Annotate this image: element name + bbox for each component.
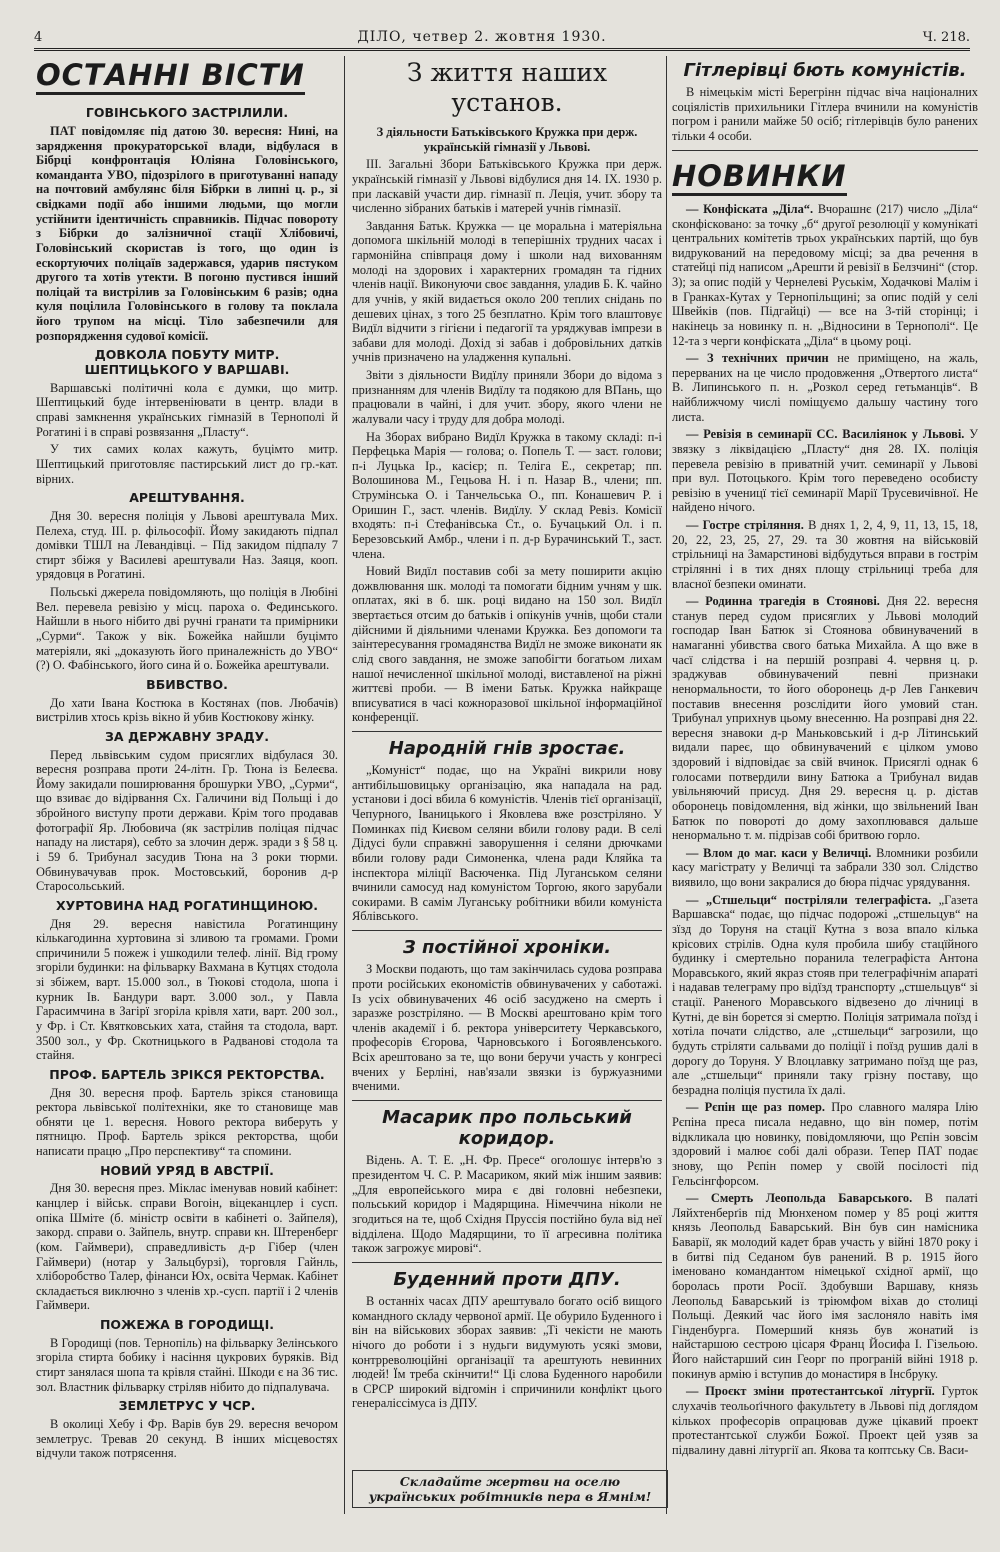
news-text: Гурток слухачів теольоґічного факультету в Львові під доглядом кількох професорів опрацював дуже цікавий проект протестантської служби Божої. Проект цей узяв за підвалину давні літургії ап. Якова та коптську Св. Васи- [672, 1384, 978, 1457]
article-title: ЗА ДЕРЖАВНУ ЗРАДУ. [105, 728, 269, 744]
news-lead: — Проєкт зміни протестантської літургії. [686, 1384, 935, 1399]
news-text: „Газета Варшавска“ подає, що підчас подорожі „стшельцув“ на зїзд до Торуня на стації Кутна з воза впало кілька крісових стрілів. Одна куля пробила шибу стацїйного будинку і смертельно поранила телеграфіста Антона Моравського, який якраз стояв при телеграфічнім апараті і надавав телеграму про відїзд транспорту „стшельцув“ зі стації. Раненого Моравського відвезено до лічниці в Кутні, де він борется зі смертю. Поліція затримала поїзд і хотіла почати слідство, але „стшельци“ загрозили, що будуть стріляти сальвами до поліції і поїзд рушив далі в дорогу до Торуня. У Влоцлавку затримано поїзд ще раз, але „стшельци“ приняли таку грізну поставу, що безрадна поліція пустила їх далі. [672, 892, 978, 1097]
article-text: В Городищі (пов. Тернопіль) на фільварку Зелінського згоріла стирта бобику і насіння цукрових буряків. Від стирт занялася шопа та крівля стайні. Шкоди є на 36 тис. зол. Властник фільварку стріляв нібито до підпалувача. [36, 1335, 338, 1394]
article-text: У тих самих колах кажуть, буцімто митр. Шептицький приготовляє пастирський лист до гр.-кат. вірних. [36, 442, 338, 486]
news-text: Вчорашнє (217) число „Діла“ сконфісковано: за точку „б“ другої резолюції у комунікаті центральних комітетів трьох українських партій, що був видрукований на передовому місці; за два речення в статейці під написом „Арешти й ревізії в Белзчині“ (стор. 3); за опис подій у Чернелеві Руськім, Ходачкові Малім і в Гранках-Кутах у Тернопільщині; за опис подій у селі Швейків (пов. Підгайці) — все на 3-тій сторінці; і накінець за новинку п. н. „Відносини в Тернополі“. Це 12-та з черги конфіската „Діла“ в цьому році. [672, 201, 978, 348]
issue-number: Ч. 218. [922, 29, 970, 45]
article-text: Дня 29. вересня навістила Рогатинщину кількагодинна хуртовина зі зливою та громами. Громи спричинили 5 пожеж і ушкодили телеф. лінії. Від грому згоріли будинки: на фільварку Вахмана в Кутцях стодола зі збіжем, варт. 15.000 зол., в Тюкові стодола, шопа і курник Ів. Бандури варт. 3.000 зол., у Павла Гарасимчина в Загірї згоріла крівля хати, варт. 200 зол., у Фр. і Ст. Квятковських хата, стайня та стодола, варт. 3500 зол., у Фр. Скотницького в Радванові стодола та стайня. [36, 916, 338, 1063]
article-text: Дня 30. вересня проф. Бартель зрікся становища ректора львівської політехніки, яке то становище мав обняти це 1. вересня. Нового ректора виберуть у пятницю. Проф. Бартель зрікся ректорства, щоби написати працю „Про перспективу“ та спомини. [36, 1085, 338, 1159]
article-title: Буденний проти ДПУ. [393, 1268, 621, 1290]
appeal-box: Складайте жертви на оселю українських робітників пера в Ямнім! [352, 1470, 668, 1508]
divider [352, 1262, 662, 1263]
news-lead: — Ревізія в семинарії СС. Василіянок у Львові. [686, 427, 965, 442]
article-text: ПАТ повідомляє під датою 30. вересня: Нині, на зарядження прокураторської влади, відбулася в Бібрці конфронтація Юліяна Головінського, команданта УВО, підозрілого в приготуванні нападу на почтовий амбулянс біля Бібрки в липні ц. р., зі свідками події або іншими людьми, що могли устійнити ідентичність справників. Підчас повороту з Бібрки до залізничної стації Хлібовичі, Головінський скористав із того, що один із ескортуючих поліцаїв задержався, ударив пястуком другого та хотів утекти. В погоню пустився інший поліцай та вистрілив за Головінським 6 разів; одна куля поцілила Головінського в голову та поклала його трупом на місці. Тіло забезпечили для розпорядження судової комісії. [36, 123, 338, 343]
article-subtitle: З діяльности Батьківського Кружка при держ. українській гімназії у Львові. [376, 125, 638, 154]
article-title: ХУРТОВИНА НАД РОГАТИНЩИНОЮ. [55, 897, 319, 913]
article-text: В останніх часах ДПУ арештувало богато осіб вищого командного складу червоної армії. Це обурило Буденного і він на військових зборах заявив: „Ті чекісти не мають нічого до роботи і з нудьги видумують усякі змови, контрреволюційні організації та арештують невинних людей! Їм треба скінчити!“ Ці слова Буденного наробили в СРСР широкий відгомін і спричинили конфлікт цього генераліссімуса із ДПУ. [352, 1294, 662, 1411]
article-text: „Комуніст“ подає, що на Україні викрили нову антибільшовицьку організацію, яка нападала на рад. установи і досі вбила 6 комуністів. Членів тієї організації, Чепурного, Іваницького і Яковлева вже розстріляно. У Поминках під Києвом селяни вбили голову ради. В селі Дідусі були справжні заворушення і селяни дрючками вбили голову ради Симоненка, члена ради Кляйка та інспектора міліції Васюченка. Під Луганськом селяни вчинили самосуд над комуністом Торгою, якого зарубали сокирами. В самім Луганську робітники вбили комуніста Яблівського. [352, 763, 662, 924]
article-title: ПРОФ. БАРТЕЛЬ ЗРІКСЯ РЕКТОРСТВА. [49, 1066, 325, 1082]
article-title: ПОЖЕЖА В ГОРОДИЩІ. [99, 1317, 275, 1333]
news-item [672, 1100, 978, 1188]
news-text: Вломники розбили касу магістрату у Величці та забрали 330 зол. Слідство виявило, що вони закралися до бюра підчас урядування. [672, 845, 978, 890]
article-title: З постійної хроніки. [402, 937, 612, 959]
column-1 [36, 56, 338, 1514]
news-item [672, 518, 978, 591]
news-item [672, 1384, 978, 1457]
masthead-rule [34, 48, 970, 51]
article-text: Новий Видїл поставив собі за мету поширити акцію дожвлювання шк. молоді та помогати бідним учням у шк. оплатах, які в б. шк. році видано на 150 зол. Видїл звертається отсим до батьків і опікунів учнів, щоби стали дійсними й діяльними членами Кружка. Без допомоги та заінтересування громадянства Видїл не зможе виконати як слід свого завдання, не зможе запобігти богатьом лихам нашої нечисленної шкільної молоді, виставленої на ріжні життєві проби. — В імени Батьк. Кружка найкраще вписуватися в часі кожноразової шкільної інформаційної конференції. [352, 564, 662, 725]
article-text: Відень. А. Т. Е. „Н. Фр. Пресе“ оголошує інтерв'ю з президентом Ч. С. Р. Масариком, який між іншим заявив: „Для европейського мира є дві головні небезпеки, польський коридор і Мадярщина. Німеччина ніколи не згодиться на те, щоб Східня Пруссія постійно була від неї відділена. Щодо Мадярщини, то її агресивна політика також загрожує мирові“. [352, 1153, 662, 1256]
news-item [672, 1191, 978, 1381]
article-text: На Зборах вибрано Видїл Кружка в такому складі: п-і Перфецька Марія — голова; о. Попель Т. — заст. голови; п-і Луцька Ір., касієр; п. Теліга Е., секретар; пп. Волошинова М., Гецьова Н. і п. Назар В., члени; пп. Струмінська О. і Танчельська О., пп. Конашевич Р. і Оришин Г., заст. членів. Видїлу. У склад Ревіз. Комісії входять: п-і Стефанівська Ст., о. Бучацький Ол. і п. Березовський Амбр., члени і п. д-р Бурачинський Т., заст. члена. [352, 429, 662, 561]
news-lead: — Конфіската „Діла“. [686, 201, 814, 216]
divider [672, 150, 978, 151]
news-text: Про славного маляра Ілію Рєпіна преса писала недавно, що він помер, потім відкликала цю новинку, повідомляючи, що Рєпін зовсім здоровий і малює собі далі образи. Тепер ПАТ подає знову, що Рєпін помер у своїй посілості під Гельсінгфорсом. [672, 1100, 978, 1188]
news-text: У звязку з ліквідацією „Пласту“ дня 28. IX. поліція перевела ревізію в приватній учит. семинарії у Львові при вул. Потоцького. Крім того переведено особисту ревізію в ученицї тієї семинарії Марії Трусевичівної. Не найдено нічого. [672, 427, 978, 515]
article-text: В німецькім місті Берегрінн підчас віча націоналних соціялістів прихильники Гітлера вчинили на комуністів погром і ранили майже 50 осіб; гітлерівців було ранених тільки 4 особи. [672, 85, 978, 144]
masthead [34, 26, 970, 48]
article-text: Звіти з діяльности Видїлу приняли Збори до відома з признанням для членів Видїлу та подякою для ВПань, що працювали в чайні, і для учит. збору, якого члени не жалували часу і труду для добра молоді. [352, 368, 662, 426]
article-text: Дня 30. вересня през. Міклас іменував новий кабінет: канцлер і військ. справи Вогоін, віцеканцлер і сусп. опіка Шміте (б. міністр освіти в кабінеті о. Зайпеля), закорд. справи о. Зайпель, внутр. справи кн. Штеренберг (ком. Гаймвери), справедливість д-р Гібер (член Гаймвери) (нотар у Зальцбурзі), торговля Гайнль, хліборобство Талер, фінанси Юх, освіта Чермак. Кабінет складається виключно з членів хр.-сусп. партії і 2 членів Гаймвери. [36, 1181, 338, 1313]
article-text: З Москви подають, що там закінчилась судова розправа проти російських економістів обвинувачених у саботажі. Із усіх обвинувачених 46 осіб засуджено на смерть і заразже розстріляно. — В Москві арештовано крім того членів академії і б. ректора університету Черкавського, професорів Єгорова, Чарновського і Богоявленського. Всіх арештовано за те, що вони беручи участь у конгресі вчених у Берліні, нав'язали звязки із буржуазними вченими. [352, 962, 662, 1094]
news-lead: — З технічних причин [686, 351, 829, 366]
column-2 [352, 56, 662, 1514]
section-title: З життя наших установ. [406, 58, 608, 117]
news-lead: — Родинна трагедія в Стоянові. [686, 594, 880, 609]
article-text: Перед львівським судом присяглих відбулася 30. вересня розправа проти 24-літн. Гр. Тюна із Белеєва. Йому закидали поширювання брошурки УВО, „Сурми“, що взиває до відірвання Сх. Галичини від Польщі і до збройного виступу проти держави. Крім того продавав фотографії Яр. Любовича (як застрілив поліцая підчас нападу на листаря), себто за злочин держ. зради з § 58 ц. і 59 б. Трибунал засудив Тюна на 3 роки тюрми. Обвинувачував прок. Мостовський, боронив д-р Старосольський. [36, 747, 338, 894]
divider [352, 930, 662, 931]
news-lead: — Смерть Леопольда Баварського. [686, 1191, 913, 1206]
section-title: ОСТАННІ ВІСТИ [36, 58, 305, 95]
news-lead: — Гостре стріляння. [686, 518, 804, 533]
article-text: Польські джерела повідомляють, що поліція в Любіні Вел. перевела ревізію у місц. пароха о. Фединського. Найшли в нього нібито дві ручні гранати та примірники „Сурми“. Також у вік. Божейка найшли буцімто матеріяли, які „доказують його приналежність до УВО“ (?) О. Фабінського, його сина й о. Божейка арештували. [36, 585, 338, 673]
article-title: ГОВІНСЬКОГО ЗАСТРІЛИЛИ. [85, 105, 289, 121]
news-item [672, 351, 978, 424]
section-title: НОВИНКИ [672, 159, 847, 196]
article-text: В околиці Хебу і Фр. Варів був 29. вересня вечором землетрус. Тревав 20 секунд. В інших місцевостях відчули також потрясення. [36, 1417, 338, 1461]
column-3 [672, 56, 978, 1514]
news-text: Дня 22. вересня станув перед судом присяглих у Львові молодий господар Іван Батюк зі Стоянова обвинувачений в намаганні убивства свого батька Михайла. А що вже в часї слідства і на першій розправі 4. червня ц. р. зраджував обвинувачений певні признаки ненормальности, то його оборонець д-р Лев Ганкевич поставив внесення розслідити його умовий стан. Трибунал уприхнув цьому внесенню. На розправі дня 22. вересня знавоки д-р Маньковський і д-р Літинський видали пареє, що обвинувачений є цілком умово здоровий і відповідає за свій вчинок. Присяглі однак 6 голосами потвердили вину Батюка а Трибунал видав увільняючий присуд. Дня 29. вересня ц. р. дістав оборонець повідомлення, від жінки, що звільнений Іван Батюк по повороті до дому захоплювався дальше ненормально т. м. підрізав собі бритвою горло. [672, 594, 978, 843]
news-lead: — „Стшельци“ постріляли телеграфіста. [686, 892, 932, 907]
article-title: Гітлерівці бють комуністів. [683, 60, 967, 81]
masthead-title: ДІЛО, четвер 2. жовтня 1930. [357, 29, 607, 45]
article-text: III. Загальні Збори Батьківського Кружка при держ. українській гімназії у Львові відбулися дня 14. IX. 1930 р. при ласкавій участи дир. гімназії п. Леція, учит. збору та численно зібраних батьків і матерей учнів гімназії. [352, 157, 662, 216]
article-text: До хати Івана Костюка в Костянах (пов. Любачів) вистрілив хтось крізь вікно й убив Костюкову жінку. [36, 695, 338, 725]
news-item [672, 846, 978, 890]
divider [352, 731, 662, 732]
news-item [672, 427, 978, 515]
column-divider [344, 56, 345, 1514]
article-title: НОВИЙ УРЯД В АВСТРІЇ. [100, 1162, 274, 1178]
news-text: В палаті Ляйхтенберґів під Мюнхеном помер у 85 році життя князь Леопольд Баварський. Він був син намісника Баварії, як молодий кадет брав участь у війні 1870 року і в битві під Седаном був ранений. В р. 1915 його іменовано командантом німецької східної армії, що боролась проти Росії. Здобувши Варшаву, князь Леопольд Баварський із тріюмфом віхав до столиці Польщі. Деякий час його імя заслоняло навіть імя Гінденбурга. Померший князь був жонатий із найстаршою сестрою цісаря Франц Йосифа І. Гізельою. Його найстарший син Георг по програній війні 1918 р. покинув армію і вступив до монастиря в Інсбруку. [672, 1191, 978, 1381]
news-item [672, 893, 978, 1098]
page-number: 4 [34, 29, 43, 45]
article-title: ЗЕМЛЕТРУС У ЧСР. [118, 1398, 256, 1414]
article-text: Дня 30. вересня поліція у Львові арештувала Мих. Пелеха, студ. ІІІ. р. фільософії. Йому закидають підпал домівки ТШЛ на Левандівці. – Під закидом підпалу 7 стирт збіжя у Василеві арештували Наз. Заяця, кооп. урядовця в Рогатині. [36, 508, 338, 582]
news-lead: — Влом до маг. каси у Величці. [686, 845, 872, 860]
article-title: Масарик про польський коридор. [382, 1106, 632, 1150]
article-text: Варшавські політичні кола є думки, що митр. Шептицький буде інтервеніювати в центр. влади в справі замкнення українських гімназій в Тернополі й Рогатині і в справі розвязання „Пласту“. [36, 380, 338, 439]
column-divider [666, 56, 667, 1514]
divider [352, 1100, 662, 1101]
article-title: ДОВКОЛА ПОБУТУ МИТР. ШЕПТИЦЬКОГО У ВАРШАВІ. [84, 347, 290, 378]
article-text: Завдання Батьк. Кружка — це моральна і матеріяльна допомога шкільній молоді в теперішніх трудних часах і гармонійна співпраця дому і школи над вихованням молоді на здорових і характерних громадян та гідних членів нації. Виконуючи своє завдання, уладив Б. К. чайно для учнів, у якій видається около 200 теплих снідань по дешевих цінах, з того 25 безплатно. Крім того влаштовує Видїл відчити з гігієни і педагогії та уряджував імпрези в забави для молоді. Дохід зі забав і добровільних датків учнів призначено на уладження купальні. [352, 218, 662, 365]
news-item [672, 202, 978, 348]
news-text: не приміщено, на жаль, перерваних на це число продовження „Отвертого листа“ В. Липинського п. н. „Розкол серед гетьманців“. В найближчому числі поміщуємо дальшу частину того листа. [672, 351, 978, 424]
article-title: ВБИВСТВО. [146, 676, 228, 692]
news-item [672, 594, 978, 843]
article-title: АРЕШТУВАННЯ. [129, 490, 245, 506]
news-text: В днях 1, 2, 4, 9, 11, 13, 15, 18, 20, 22, 23, 25, 27, 29. та 30 жовтня на військовій стрільниці на Замарстинові відбудуться вправи в гострім стрілянні і в тих днях площу стрільниці треба для власної безпеки оминати. [672, 518, 978, 591]
news-lead: — Рєпін ще раз помер. [686, 1100, 825, 1115]
article-title: Народній гнів зростає. [388, 738, 626, 759]
